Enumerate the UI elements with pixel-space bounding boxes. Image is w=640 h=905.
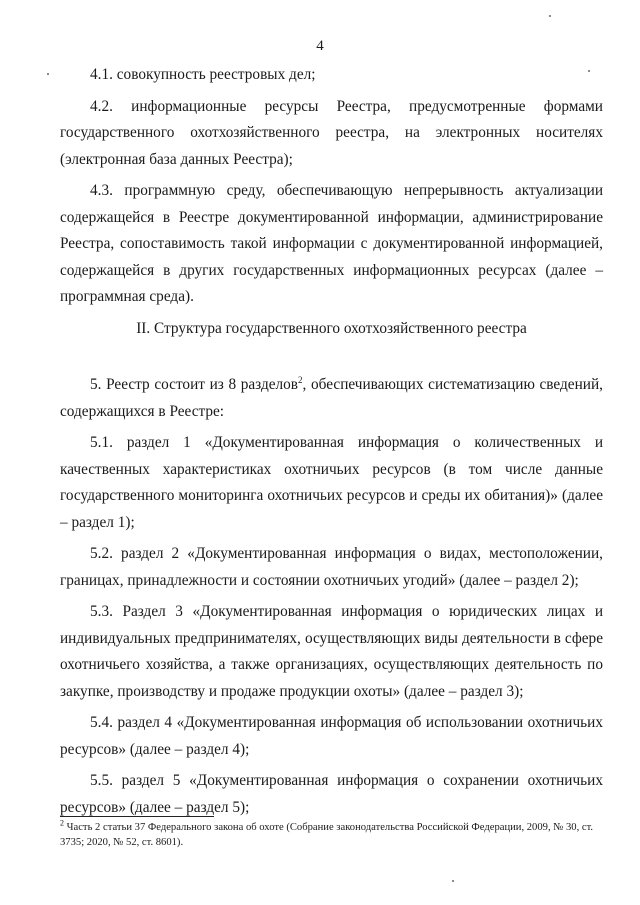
paragraph-5-2: 5.2. раздел 2 «Документированная информация о видах, местоположении, границах, принадлежности и состоянии охотничьих угодий» (далее – раздел 2);: [60, 545, 603, 589]
footnote-reference: 2: [298, 374, 303, 385]
scan-speck: [549, 15, 551, 17]
scan-speck: [588, 70, 590, 72]
footnote-text: Часть 2 статьи 37 Федерального закона об охоте (Собрание законодательства Российской Федерации, 2009, № 30, ст. 3735; 2020, № 52, ст. 8601).: [60, 822, 594, 848]
page-number: 4: [316, 38, 324, 54]
scan-speck: [47, 73, 49, 75]
footnote-divider: [60, 816, 214, 817]
paragraph-5-4: 5.4. раздел 4 «Документированная информация об использовании охотничьих ресурсов» (далее – раздел 4);: [60, 714, 603, 758]
paragraph-5: [60, 372, 603, 425]
paragraph-4-1: 4.1. совокупность реестровых дел;: [90, 66, 316, 83]
paragraph-5-1: 5.1. раздел 1 «Документированная информация о количественных и качественных характеристиках охотничьих ресурсов (в том числе данные государственного мониторинга охотничьих ресурсов и среды их обитания)» (далее – раздел 1);: [60, 434, 603, 531]
paragraph-4-3: 4.3. программную среду, обеспечивающую непрерывность актуализации содержащейся в Реестре документированной информации, администрирование Реестра, сопоставимость такой информации с документированной информацией, содержащейся в других государственных информационных ресурсах (далее – программная среда).: [60, 182, 603, 305]
paragraph-5-end: , обеспечивающих систематизацию сведений, содержащихся в Реестре:: [60, 376, 603, 420]
paragraph-5-5: 5.5. раздел 5 «Документированная информация о сохранении охотничьих ресурсов» (далее – раздел 5);: [60, 772, 603, 816]
scan-speck: [452, 880, 454, 882]
footnote: [60, 818, 605, 850]
footnote-mark: 2: [60, 818, 64, 828]
paragraph-4-2: 4.2. информационные ресурсы Реестра, предусмотренные формами государственного охотхозяйственного реестра, на электронных носителях (электронная база данных Реестра);: [60, 97, 603, 168]
paragraph-5-start: 5. Реестр состоит из 8 разделов: [90, 376, 299, 393]
paragraph-5-3: 5.3. Раздел 3 «Документированная информация о юридических лицах и индивидуальных предпринимателях, осуществляющих виды деятельности в сфере охотничьего хозяйства, а также организациях, осуществляющих деятельность по закупке, производству и продаже продукции охоты» (далее – раздел 3);: [60, 603, 603, 700]
document-body: [60, 62, 603, 821]
section-heading: II. Структура государственного охотхозяйственного реестра: [136, 319, 527, 337]
